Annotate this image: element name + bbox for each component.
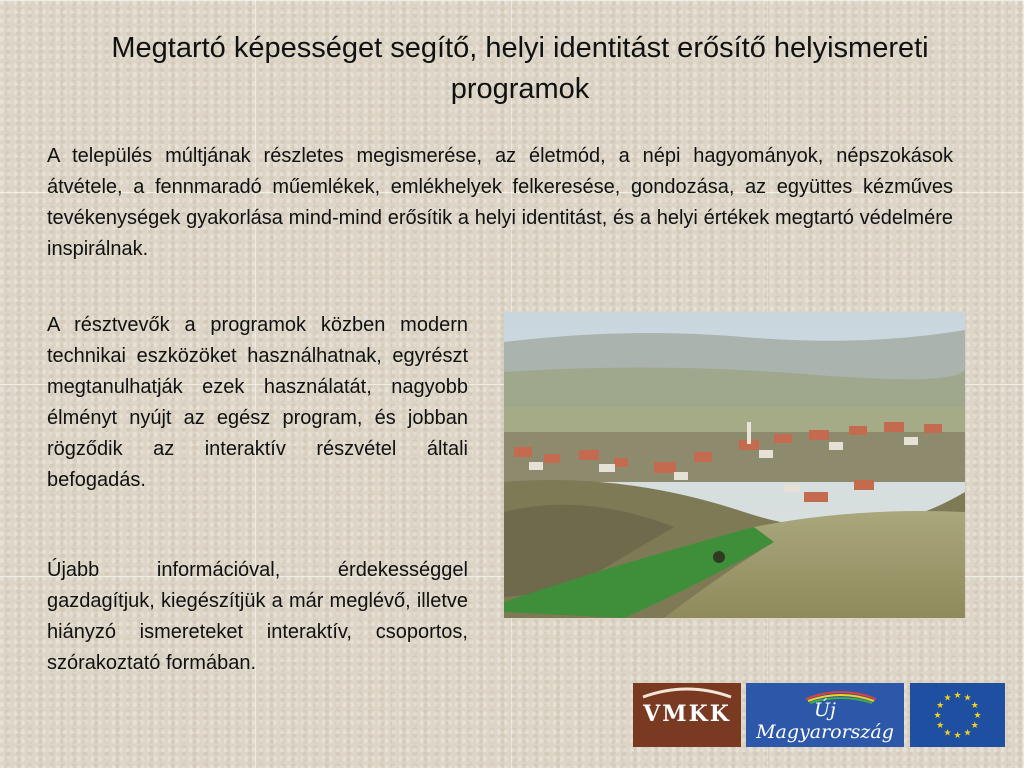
eu-stars-icon: [910, 683, 1005, 747]
eu-star-icon: ★: [963, 692, 972, 703]
eu-star-icon: ★: [973, 710, 982, 720]
eu-flag-logo: [910, 683, 1005, 747]
uj-magyarorszag-logo: [746, 683, 904, 747]
eu-star-icon: ★: [933, 710, 942, 720]
eu-star-icon: ★: [953, 730, 962, 740]
information-paragraph: Újabb információval, érdekességgel gazdagítjuk, kiegészítjük a már meglévő, illetve hiányzó ismereteket interaktív, csoportos, szórakoztató formában.: [47, 559, 468, 674]
eu-star-icon: ★: [936, 700, 945, 710]
eu-star-icon: ★: [963, 727, 972, 738]
eu-star-icon: ★: [970, 720, 979, 730]
vmkk-logo: [633, 683, 741, 747]
eu-star-icon: ★: [936, 720, 945, 730]
eu-star-icon: ★: [943, 727, 952, 738]
village-landscape-photo: [504, 312, 965, 618]
eu-star-icon: ★: [970, 700, 979, 710]
participants-paragraph: A résztvevők a programok közben modern technikai eszközöket használhatnak, egyrészt megtanulhatják ezek használatát, nagyobb élményt nyújt az egész program, és jobban rögződik az interaktív részvétel általi befogadás.: [47, 314, 468, 491]
uj-magyarorszag-logo-text: Új Magyarország: [756, 699, 894, 743]
slide-title: Megtartó képességet segítő, helyi identitást erősítő helyismereti programok: [111, 32, 929, 105]
eu-star-icon: ★: [953, 690, 962, 700]
intro-paragraph: A település múltjának részletes megismerése, az életmód, a népi hagyományok, népszokások átvétele, a fennmaradó műemlékek, emlékhelyek felkeresése, gondozása, az együttes kézműves tevékenységek gyakorlása mind-mind erősítik a helyi identitást, és a helyi értékek megtartó védelmére inspirálnak.: [47, 145, 953, 260]
vmkk-logo-text: VMKK: [643, 701, 731, 727]
eu-star-icon: ★: [943, 692, 952, 703]
